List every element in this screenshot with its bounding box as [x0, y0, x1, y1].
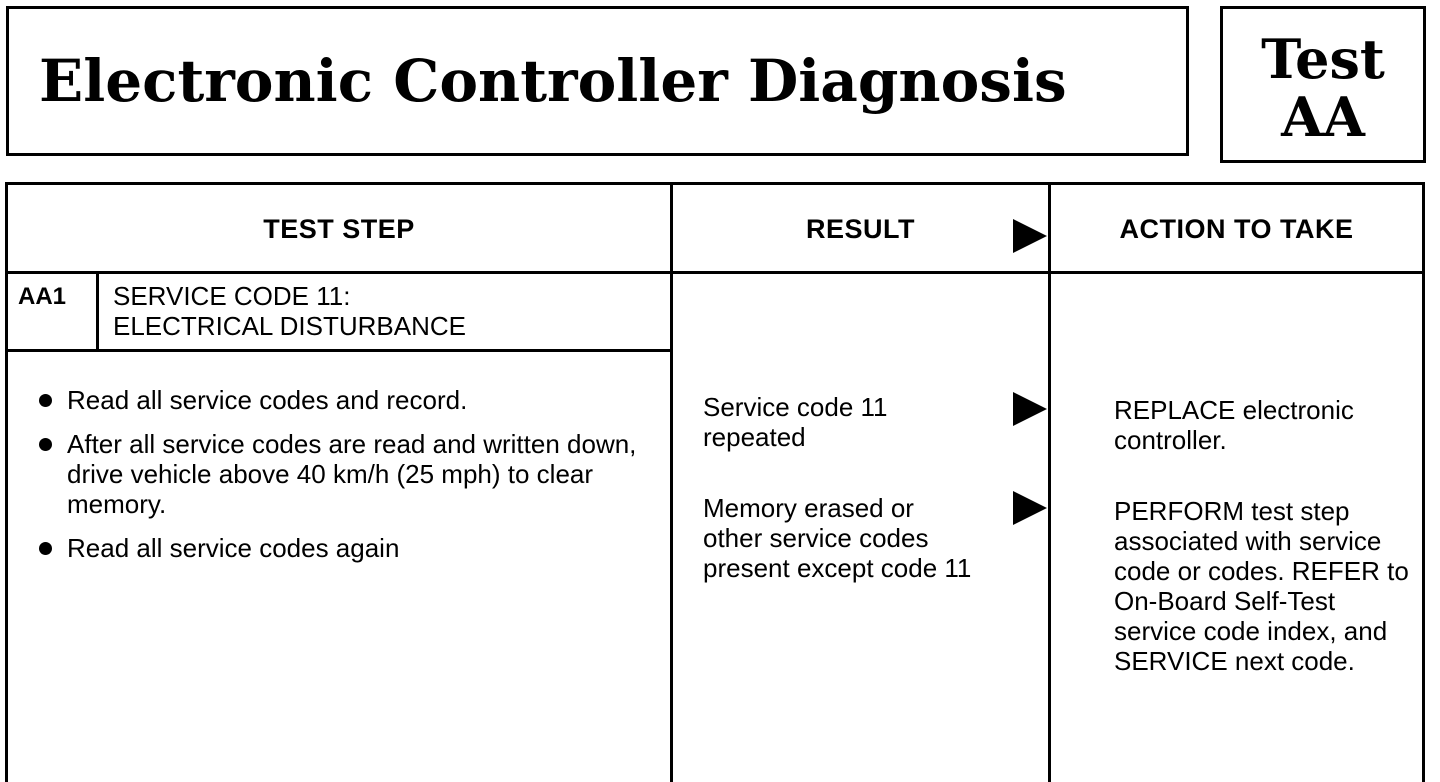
bullet-icon: [39, 394, 52, 407]
page-title: Electronic Controller Diagnosis: [39, 47, 1067, 115]
bullet-icon: [39, 438, 52, 451]
step-title-line2: ELECTRICAL DISTURBANCE: [113, 311, 466, 341]
bullet-icon: [39, 542, 52, 555]
step-title-line1: SERVICE CODE 11:: [113, 281, 351, 311]
test-code: AA: [1281, 85, 1365, 149]
instruction-item: [33, 533, 653, 563]
instruction-item: [33, 429, 653, 519]
instruction-text: Read all service codes again: [67, 533, 400, 563]
action-text-2: PERFORM test step associated with service code or codes. REFER to On-Board Self-Test service code index, and SERVICE next code.: [1114, 496, 1409, 676]
result-arrow-icon: [1013, 392, 1047, 426]
action-text-1: REPLACE electronic controller.: [1114, 395, 1354, 455]
step-id: AA1: [18, 283, 67, 310]
column-header-test-step: TEST STEP: [263, 213, 415, 244]
column-header-result: RESULT: [806, 213, 915, 244]
result-text-1: Service code 11 repeated: [703, 392, 888, 452]
title-box: [6, 6, 1189, 156]
header-arrow-icon: [1013, 219, 1047, 253]
instruction-item: [33, 385, 653, 415]
column-divider-action: [1048, 185, 1051, 782]
step-header-rule: [8, 349, 670, 352]
column-divider-result: [670, 185, 673, 782]
instruction-text: Read all service codes and record.: [67, 385, 468, 415]
step-title: [113, 281, 466, 341]
step-id-divider: [96, 271, 99, 351]
column-header-action: ACTION TO TAKE: [1119, 213, 1354, 244]
test-label-box: [1220, 6, 1426, 163]
test-label: Test: [1261, 27, 1385, 91]
result-text-2: Memory erased or other service codes present except code 11: [703, 493, 972, 583]
diagnostic-table: [5, 182, 1425, 782]
instruction-text: After all service codes are read and written down, drive vehicle above 40 km/h (25 mph) to clear memory.: [67, 429, 637, 519]
instruction-list: [33, 385, 653, 577]
result-arrow-icon: [1013, 491, 1047, 525]
